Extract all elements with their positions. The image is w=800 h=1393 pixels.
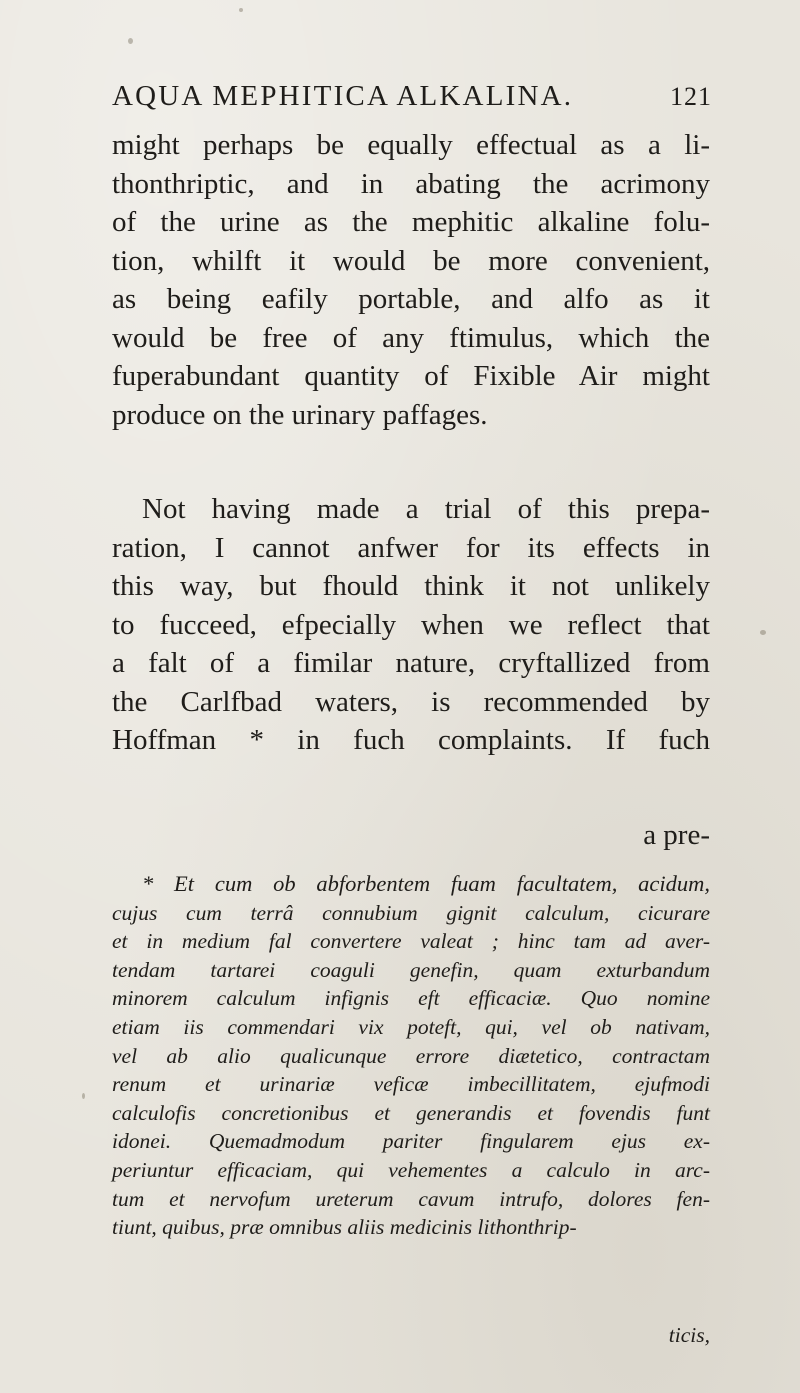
footnote-line: * Et cum ob abforbentem fuam facultatem, acidum, [142,871,710,896]
paper-speck [128,38,133,44]
page-header [112,80,712,120]
footnote-line: tendam tartarei coaguli genefin, quam exturbandum [112,957,710,982]
footnote-line: tum et nervofum ureterum cavum intrufo, dolores fen- [112,1186,710,1211]
text-line: of the urine as the mephitic alkaline folu- [112,206,710,238]
page-number: 121 [670,82,712,111]
text-line: produce on the urinary paffages. [112,398,488,431]
footnote-line: renum et urinariæ veficæ imbecillitatem, ejufmodi [112,1072,710,1097]
footnote-line: periuntur efficaciam, qui vehementes a calculo in arc- [112,1157,710,1182]
catchword: a pre- [643,819,710,851]
text-line: would be free of any ftimulus, which the [112,321,710,354]
text-line: Hoffman * in fuch complaints. If fuch [112,724,710,756]
text-line: the Carlfbad waters, is recommended by [112,685,710,718]
text-line: ration, I cannot anfwer for its effects in [112,531,710,564]
footnote-line: calculofis concretionibus et generandis et fovendis funt [112,1100,710,1125]
text-line: thonthriptic, and in abating the acrimony [112,167,710,200]
paper-speck [82,1093,85,1099]
text-line: Not having made a trial of this prepa- [142,493,710,525]
footnote-line: idonei. Quemadmodum pariter fingularem ejus ex- [112,1129,710,1154]
running-title: AQUA MEPHITICA ALKALINA. [112,80,574,112]
footnote-line: cujus cum terrâ connubium gignit calculum, cicurare [112,900,710,925]
paragraph-2 [112,490,710,760]
footnote-line: minorem calculum infignis eft efficaciæ. Quo nomine [112,986,710,1011]
footnote-line: etiam iis commendari vix poteft, qui, vel ob nativam, [112,1014,710,1039]
text-line: this way, but fhould think it not unlikely [112,570,710,602]
footnote-line: et in medium fal convertere valeat ; hinc tam ad aver- [112,929,710,954]
text-line: as being eafily portable, and alfo as it [112,283,710,315]
footnote-catchword: ticis, [668,1323,710,1347]
paragraph-1 [112,126,710,434]
text-line: a falt of a fimilar nature, cryftallized from [112,647,710,679]
footnote [112,870,710,1242]
text-line: to fucceed, efpecially when we reflect that [112,608,710,641]
text-line: might perhaps be equally effectual as a li- [112,129,710,161]
text-line: tion, whilft it would be more convenient, [112,244,710,277]
footnote-line: vel ab alio qualicunque errore diætetico, contractam [112,1043,710,1068]
footnote-line: tiunt, quibus, præ omnibus aliis medicinis lithonthrip- [112,1215,577,1240]
paper-speck [760,630,766,635]
text-line: fuperabundant quantity of Fixible Air might [112,360,710,392]
paper-speck [239,8,243,12]
